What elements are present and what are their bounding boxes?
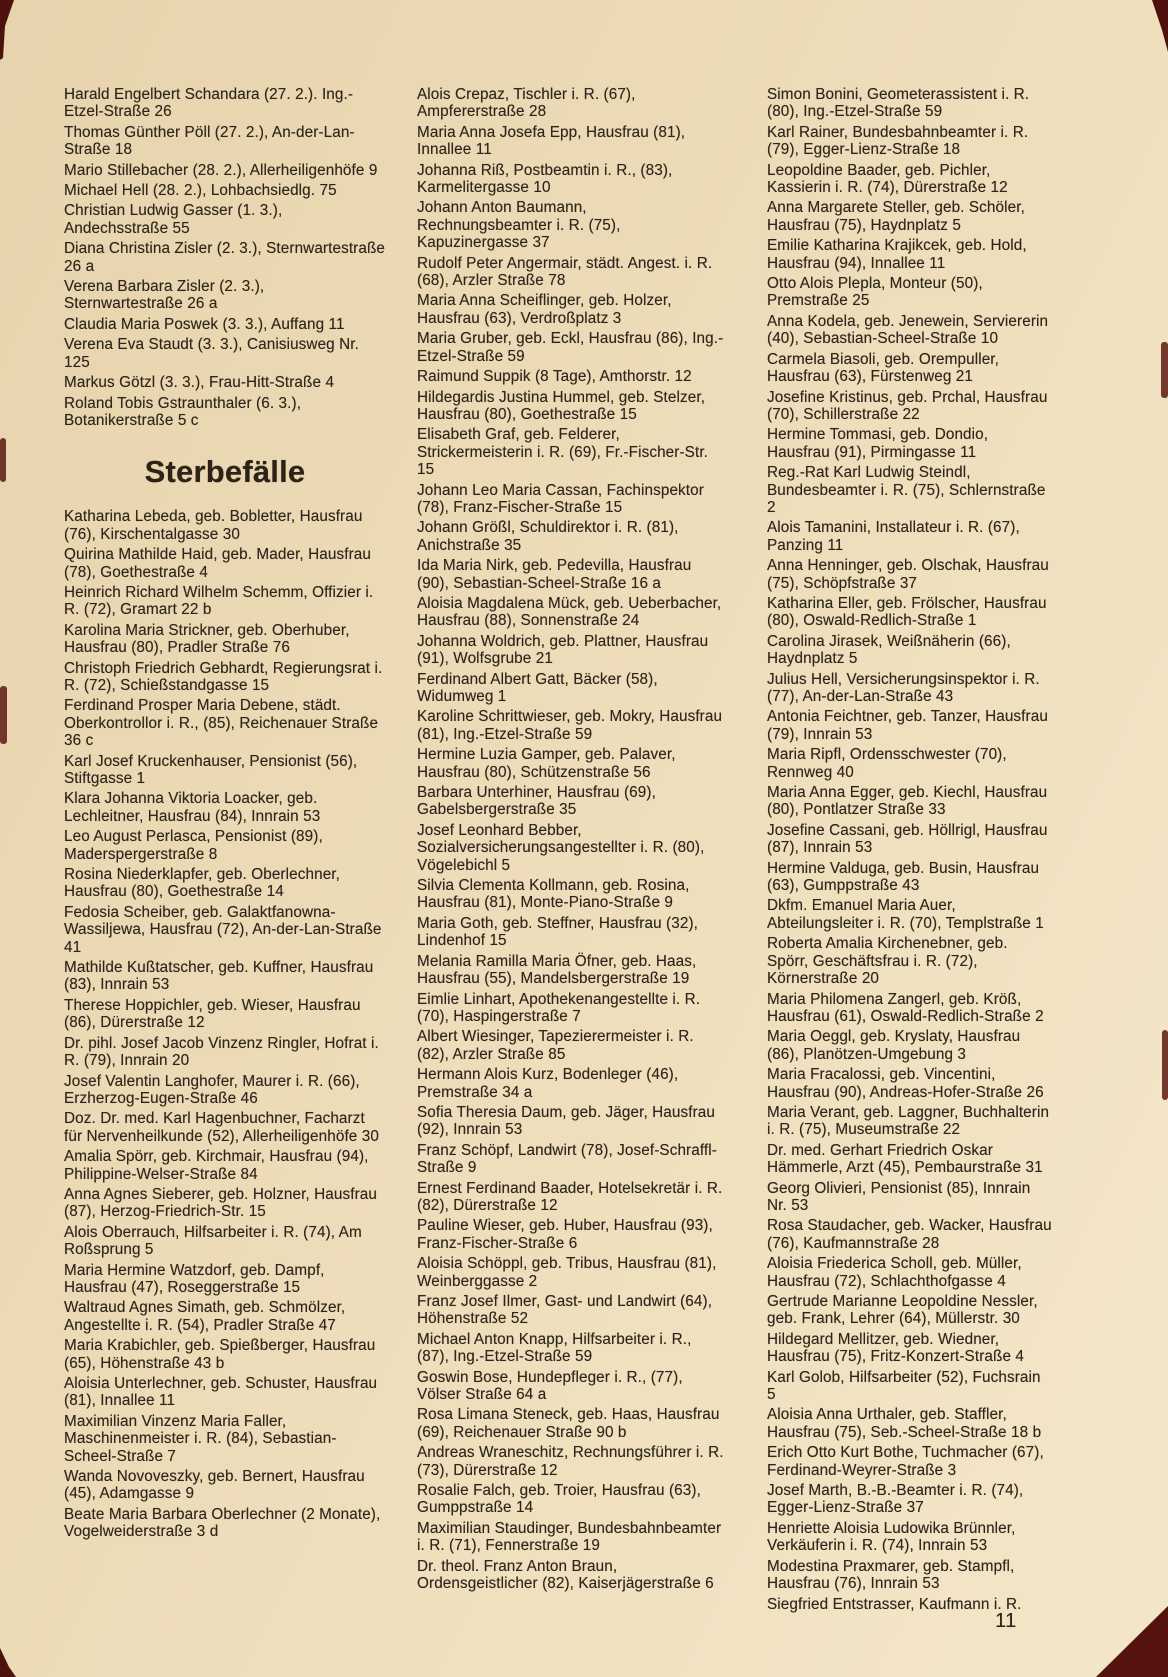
registry-entry: Hildegardis Justina Hummel, geb. Stelzer, Hausfrau (80), Goethestraße 15	[417, 388, 706, 423]
registry-entry: Heinrich Richard Wilhelm Schemm, Offizier i. R. (72), Gramart 22 b	[64, 583, 374, 619]
registry-entry: Hermann Alois Kurz, Bodenleger (46), Premstraße 34 a	[417, 1066, 679, 1101]
registry-entry: Maximilian Vinzenz Maria Faller, Maschinenmeister i. R. (84), Sebastian-Scheel-Straße 7	[64, 1412, 337, 1465]
registry-entry: Dr. pihl. Josef Jacob Vinzenz Ringler, Hofrat i. R. (79), Innrain 20	[64, 1034, 379, 1070]
registry-entry: Markus Götzl (3. 3.), Frau-Hitt-Straße 4	[64, 374, 335, 392]
registry-entry: Georg Olivieri, Pensionist (85), Innrain Nr. 53	[767, 1179, 1031, 1214]
registry-entry: Sofia Theresia Daum, geb. Jäger, Hausfrau (92), Innrain 53	[417, 1103, 716, 1139]
registry-entry: Maria Gruber, geb. Eckl, Hausfrau (86), Ing.-Etzel-Straße 59	[417, 330, 724, 365]
scan-artifact-right-mid	[1162, 1030, 1168, 1100]
registry-entry: Carolina Jirasek, Weißnäherin (66), Haydnplatz 5	[767, 632, 1011, 668]
registry-entry: Carmela Biasoli, geb. Orempuller, Hausfrau (63), Fürstenweg 21	[767, 350, 999, 386]
registry-entry: Verena Barbara Zisler (2. 3.), Sternwartestraße 26 a	[64, 278, 265, 313]
registry-entry: Modestina Praxmarer, geb. Stampfl, Hausfrau (76), Innrain 53	[767, 1557, 1015, 1593]
registry-entry: Maria Verant, geb. Laggner, Buchhalterin i. R. (75), Museumstraße 22	[767, 1103, 1050, 1139]
registry-column-1	[64, 86, 386, 1544]
registry-entry: Ferdinand Prosper Maria Debene, städt. Oberkontrollor i. R., (85), Reichenauer Straße 36 c	[64, 697, 379, 750]
scan-artifact-right-upper	[1161, 342, 1168, 398]
registry-entry: Leo August Perlasca, Pensionist (89), Maderspergerstraße 8	[64, 828, 323, 863]
registry-entry: Dr. med. Gerhart Friedrich Oskar Hämmerle, Arzt (45), Pembaurstraße 31	[767, 1141, 1043, 1177]
registry-entry: Karl Josef Kruckenhauser, Pensionist (56), Stiftgasse 1	[64, 752, 358, 787]
registry-entry: Hermine Luzia Gamper, geb. Palaver, Hausfrau (80), Schützenstraße 56	[417, 746, 676, 781]
registry-entry: Karoline Schrittwieser, geb. Mokry, Hausfrau (81), Ing.-Etzel-Straße 59	[417, 708, 723, 743]
registry-entry: Henriette Aloisia Ludowika Brünnler, Verkäuferin i. R. (74), Innrain 53	[767, 1519, 1016, 1555]
registry-entry: Josefine Cassani, geb. Höllrigl, Hausfrau (87), Innrain 53	[767, 821, 1048, 857]
scan-artifact-bottom-left	[0, 1645, 18, 1677]
registry-entry: Maria Anna Egger, geb. Kiechl, Hausfrau (80), Pontlatzer Straße 33	[767, 784, 1048, 819]
registry-entry: Michael Hell (28. 2.), Lohbachsiedlg. 75	[64, 182, 337, 200]
registry-entry: Mario Stillebacher (28. 2.), Allerheiligenhöfe 9	[64, 161, 378, 179]
registry-entry: Albert Wiesinger, Tapezierermeister i. R. (82), Arzler Straße 85	[417, 1028, 694, 1063]
registry-entry: Aloisia Anna Urthaler, geb. Staffler, Hausfrau (75), Seb.-Scheel-Straße 18 b	[767, 1406, 1042, 1441]
registry-entry: Julius Hell, Versicherungsinspektor i. R. (77), An-der-Lan-Straße 43	[767, 670, 1040, 705]
scan-artifact-left-upper	[0, 438, 6, 482]
registry-entry: Maria Anna Scheiflinger, geb. Holzer, Hausfrau (63), Verdroßplatz 3	[417, 292, 672, 327]
registry-entry: Siegfried Entstrasser, Kaufmann i. R.	[767, 1595, 1022, 1613]
registry-entry: Dr. theol. Franz Anton Braun, Ordensgeistlicher (82), Kaiserjägerstraße 6	[417, 1557, 714, 1593]
registry-entry: Johann Leo Maria Cassan, Fachinspektor (78), Franz-Fischer-Straße 15	[417, 481, 704, 516]
registry-entry: Ida Maria Nirk, geb. Pedevilla, Hausfrau (90), Sebastian-Scheel-Straße 16 a	[417, 557, 692, 592]
registry-entry: Diana Christina Zisler (2. 3.), Sternwartestraße 26 a	[64, 240, 386, 275]
scan-artifact-bottom-right	[1096, 1606, 1168, 1677]
registry-entry: Maria Fracalossi, geb. Vincentini, Hausfrau (90), Andreas-Hofer-Straße 26	[767, 1066, 1044, 1101]
registry-entry: Roberta Amalia Kirchenebner, geb. Spörr, Geschäftsfrau i. R. (72), Körnerstraße 20	[767, 935, 1008, 988]
registry-entry: Maria Oeggl, geb. Kryslaty, Hausfrau (86), Planötzen-Umgebung 3	[767, 1028, 1021, 1063]
registry-entry: Melania Ramilla Maria Öfner, geb. Haas, Hausfrau (55), Mandelsbergerstraße 19	[417, 952, 697, 988]
registry-entry: Ferdinand Albert Gatt, Bäcker (58), Widumweg 1	[417, 670, 658, 705]
registry-entry: Amalia Spörr, geb. Kirchmair, Hausfrau (94), Philippine-Welser-Straße 84	[64, 1148, 369, 1183]
registry-entry: Rosa Limana Steneck, geb. Haas, Hausfrau (69), Reichenauer Straße 90 b	[417, 1406, 720, 1441]
registry-entry: Christoph Friedrich Gebhardt, Regierungsrat i. R. (72), Schießstandgasse 15	[64, 659, 383, 694]
registry-entry: Maria Krabichler, geb. Spießberger, Hausfrau (65), Höhenstraße 43 b	[64, 1337, 376, 1372]
registry-entry: Fedosia Scheiber, geb. Galaktfanowna-Wassiljewa, Hausfrau (72), An-der-Lan-Straße 41	[64, 903, 382, 956]
registry-entry: Rosina Niederklapfer, geb. Oberlechner, Hausfrau (80), Goethestraße 14	[64, 866, 341, 901]
registry-entry: Beate Maria Barbara Oberlechner (2 Monate), Vogelweiderstraße 3 d	[64, 1505, 381, 1541]
registry-entry: Doz. Dr. med. Karl Hagenbuchner, Facharzt für Nervenheilkunde (52), Allerheiligenhöfe 30	[64, 1110, 379, 1145]
registry-entry: Maximilian Staudinger, Bundesbahnbeamter i. R. (71), Fennerstraße 19	[417, 1519, 722, 1555]
registry-column-2	[417, 86, 725, 1596]
registry-entry: Johann Anton Baumann, Rechnungsbeamter i. R. (75), Kapuzinergasse 37	[417, 199, 621, 252]
deaths-list-col3	[767, 86, 1053, 1613]
registry-entry: Karolina Maria Strickner, geb. Oberhuber, Hausfrau (80), Pradler Straße 76	[64, 621, 350, 657]
registry-entry: Otto Alois Plepla, Monteur (50), Premstraße 25	[767, 275, 983, 310]
registry-entry: Barbara Unterhiner, Hausfrau (69), Gabelsbergerstraße 35	[417, 784, 656, 819]
registry-entry: Rosalie Falch, geb. Troier, Hausfrau (63), Gumppstraße 14	[417, 1482, 701, 1517]
registry-entry: Aloisia Friederica Scholl, geb. Müller, Hausfrau (72), Schlachthofgasse 4	[767, 1255, 1022, 1290]
registry-entry: Karl Rainer, Bundesbahnbeamter i. R. (79), Egger-Lienz-Straße 18	[767, 123, 1029, 159]
registry-entry: Franz Josef Ilmer, Gast- und Landwirt (64), Höhenstraße 52	[417, 1293, 713, 1328]
registry-entry: Emilie Katharina Krajikcek, geb. Hold, Hausfrau (94), Innallee 11	[767, 237, 1027, 272]
registry-entry: Maria Philomena Zangerl, geb. Kröß, Hausfrau (61), Oswald-Redlich-Straße 2	[767, 990, 1044, 1025]
registry-entry: Goswin Bose, Hundepfleger i. R., (77), Völser Straße 64 a	[417, 1368, 683, 1404]
scan-artifact-top-right	[1150, 0, 1168, 54]
registry-entry: Franz Schöpf, Landwirt (78), Josef-Schraffl-Straße 9	[417, 1141, 717, 1177]
registry-entry: Claudia Maria Poswek (3. 3.), Auffang 11	[64, 315, 345, 333]
registry-entry: Erich Otto Kurt Bothe, Tuchmacher (67), Ferdinand-Weyrer-Straße 3	[767, 1444, 1044, 1479]
registry-entry: Pauline Wieser, geb. Huber, Hausfrau (93), Franz-Fischer-Straße 6	[417, 1217, 713, 1252]
registry-entry: Josef Leonhard Bebber, Sozialversicherungsangestellter i. R. (80), Vögelebichl 5	[417, 821, 705, 874]
registry-entry: Leopoldine Baader, geb. Pichler, Kassierin i. R. (74), Dürerstraße 12	[767, 161, 1008, 197]
registry-entry: Quirina Mathilde Haid, geb. Mader, Hausfrau (78), Goethestraße 4	[64, 546, 371, 581]
registry-entry: Waltraud Agnes Simath, geb. Schmölzer, Angestellte i. R. (54), Pradler Straße 47	[64, 1299, 346, 1334]
registry-entry: Johanna Riß, Postbeamtin i. R., (83), Karmelitergasse 10	[417, 161, 673, 197]
registry-column-3	[767, 86, 1053, 1616]
registry-entry: Elisabeth Graf, geb. Felderer, Strickermeisterin i. R. (69), Fr.-Fischer-Str. 15	[417, 426, 709, 479]
section-heading-sterbefaelle: Sterbefälle	[144, 454, 306, 490]
registry-entry: Hermine Valduga, geb. Busin, Hausfrau (63), Gumppstraße 43	[767, 859, 1040, 895]
registry-entry: Silvia Clementa Kollmann, geb. Rosina, Hausfrau (81), Monte-Piano-Straße 9	[417, 877, 690, 912]
registry-entry: Verena Eva Staudt (3. 3.), Canisiusweg Nr. 125	[64, 336, 359, 371]
registry-entry: Alois Crepaz, Tischler i. R. (67), Ampfererstraße 28	[417, 86, 636, 121]
registry-entry: Hildegard Mellitzer, geb. Wiedner, Hausfrau (75), Fritz-Konzert-Straße 4	[767, 1330, 1025, 1366]
registry-entry: Thomas Günther Pöll (27. 2.), An-der-Lan-Straße 18	[64, 123, 355, 159]
registry-entry: Katharina Eller, geb. Frölscher, Hausfrau (80), Oswald-Redlich-Straße 1	[767, 594, 1047, 630]
registry-entry: Rudolf Peter Angermair, städt. Angest. i. R. (68), Arzler Straße 78	[417, 254, 713, 290]
registry-entry: Anna Henninger, geb. Olschak, Hausfrau (75), Schöpfstraße 37	[767, 557, 1049, 592]
registry-entry: Aloisia Schöppl, geb. Tribus, Hausfrau (81), Weinberggasse 2	[417, 1255, 717, 1290]
registry-entry: Ernest Ferdinand Baader, Hotelsekretär i. R. (82), Dürerstraße 12	[417, 1179, 723, 1214]
registry-entry: Maria Goth, geb. Steffner, Hausfrau (32), Lindenhof 15	[417, 914, 699, 950]
registry-entry: Dkfm. Emanuel Maria Auer, Abteilungsleiter i. R. (70), Templstraße 1	[767, 897, 1044, 932]
registry-entry: Roland Tobis Gstraunthaler (6. 3.), Botanikerstraße 5 c	[64, 394, 302, 429]
registry-entry: Alois Oberrauch, Hilfsarbeiter i. R. (74), Am Roßsprung 5	[64, 1223, 362, 1259]
registry-entry: Josef Marth, B.-B.-Beamter i. R. (74), Egger-Lienz-Straße 37	[767, 1482, 1024, 1517]
deaths-list-col2	[417, 86, 725, 1593]
registry-entry: Eimlie Linhart, Apothekenangestellte i. R. (70), Haspingerstraße 7	[417, 990, 701, 1025]
registry-entry: Klara Johanna Viktoria Loacker, geb. Lechleitner, Hausfrau (84), Innrain 53	[64, 790, 321, 825]
registry-entry: Anna Kodela, geb. Jenewein, Serviererin (40), Sebastian-Scheel-Straße 10	[767, 312, 1049, 348]
scan-artifact-left-mid	[0, 686, 7, 744]
registry-entry: Aloisia Magdalena Mück, geb. Ueberbacher, Hausfrau (88), Sonnenstraße 24	[417, 594, 722, 630]
registry-entry: Karl Golob, Hilfsarbeiter (52), Fuchsrain 5	[767, 1368, 1041, 1404]
registry-entry: Anna Margarete Steller, geb. Schöler, Hausfrau (75), Haydnplatz 5	[767, 199, 1025, 234]
registry-entry: Simon Bonini, Geometerassistent i. R. (80), Ing.-Etzel-Straße 59	[767, 86, 1030, 121]
registry-entry: Therese Hoppichler, geb. Wieser, Hausfrau (86), Dürerstraße 12	[64, 996, 361, 1032]
registry-entry: Maria Ripfl, Ordensschwester (70), Rennweg 40	[767, 746, 1007, 781]
registry-entry: Maria Hermine Watzdorf, geb. Dampf, Hausfrau (47), Roseggerstraße 15	[64, 1261, 325, 1296]
registry-entry: Harald Engelbert Schandara (27. 2.). Ing.-Etzel-Straße 26	[64, 86, 354, 121]
registry-entry: Josef Valentin Langhofer, Maurer i. R. (66), Erzherzog-Eugen-Straße 46	[64, 1072, 360, 1107]
deaths-list-col1	[64, 508, 386, 1540]
scan-artifact-top-left	[0, 0, 16, 60]
registry-entry: Michael Anton Knapp, Hilfsarbeiter i. R., (87), Ing.-Etzel-Straße 59	[417, 1330, 692, 1366]
registry-entry: Wanda Novoveszky, geb. Bernert, Hausfrau (45), Adamgasse 9	[64, 1468, 365, 1503]
registry-entry: Christian Ludwig Gasser (1. 3.), Andechsstraße 55	[64, 202, 283, 237]
page-number: 11	[995, 1610, 1017, 1632]
registry-entry: Rosa Staudacher, geb. Wacker, Hausfrau (76), Kaufmannstraße 28	[767, 1217, 1052, 1252]
registry-entry: Katharina Lebeda, geb. Bobletter, Hausfrau (76), Kirschentalgasse 30	[64, 508, 363, 543]
registry-entry: Raimund Suppik (8 Tage), Amthorstr. 12	[417, 368, 692, 386]
registry-entry: Alois Tamanini, Installateur i. R. (67), Panzing 11	[767, 519, 1020, 554]
registry-entry: Andreas Wraneschitz, Rechnungsführer i. R. (73), Dürerstraße 12	[417, 1444, 724, 1479]
registry-entry: Hermine Tommasi, geb. Dondio, Hausfrau (91), Pirmingasse 11	[767, 426, 989, 461]
registry-entry: Maria Anna Josefa Epp, Hausfrau (81), Innallee 11	[417, 123, 686, 159]
births-list	[64, 86, 386, 429]
registry-entry: Anna Agnes Sieberer, geb. Holzner, Hausfrau (87), Herzog-Friedrich-Str. 15	[64, 1185, 377, 1221]
registry-entry: Reg.-Rat Karl Ludwig Steindl, Bundesbeamter i. R. (75), Schlernstraße 2	[767, 464, 1046, 516]
registry-entry: Johanna Woldrich, geb. Plattner, Hausfrau (91), Wolfsgrube 21	[417, 632, 709, 668]
registry-entry: Gertrude Marianne Leopoldine Nessler, geb. Frank, Lehrer (64), Müllerstr. 30	[767, 1293, 1038, 1328]
registry-entry: Antonia Feichtner, geb. Tanzer, Hausfrau (79), Innrain 53	[767, 708, 1048, 743]
registry-entry: Johann Größl, Schuldirektor i. R. (81), Anichstraße 35	[417, 519, 679, 554]
registry-entry: Josefine Kristinus, geb. Prchal, Hausfrau (70), Schillerstraße 22	[767, 388, 1048, 423]
registry-entry: Aloisia Unterlechner, geb. Schuster, Hausfrau (81), Innallee 11	[64, 1375, 378, 1410]
registry-entry: Mathilde Kußtatscher, geb. Kuffner, Hausfrau (83), Innrain 53	[64, 959, 374, 994]
